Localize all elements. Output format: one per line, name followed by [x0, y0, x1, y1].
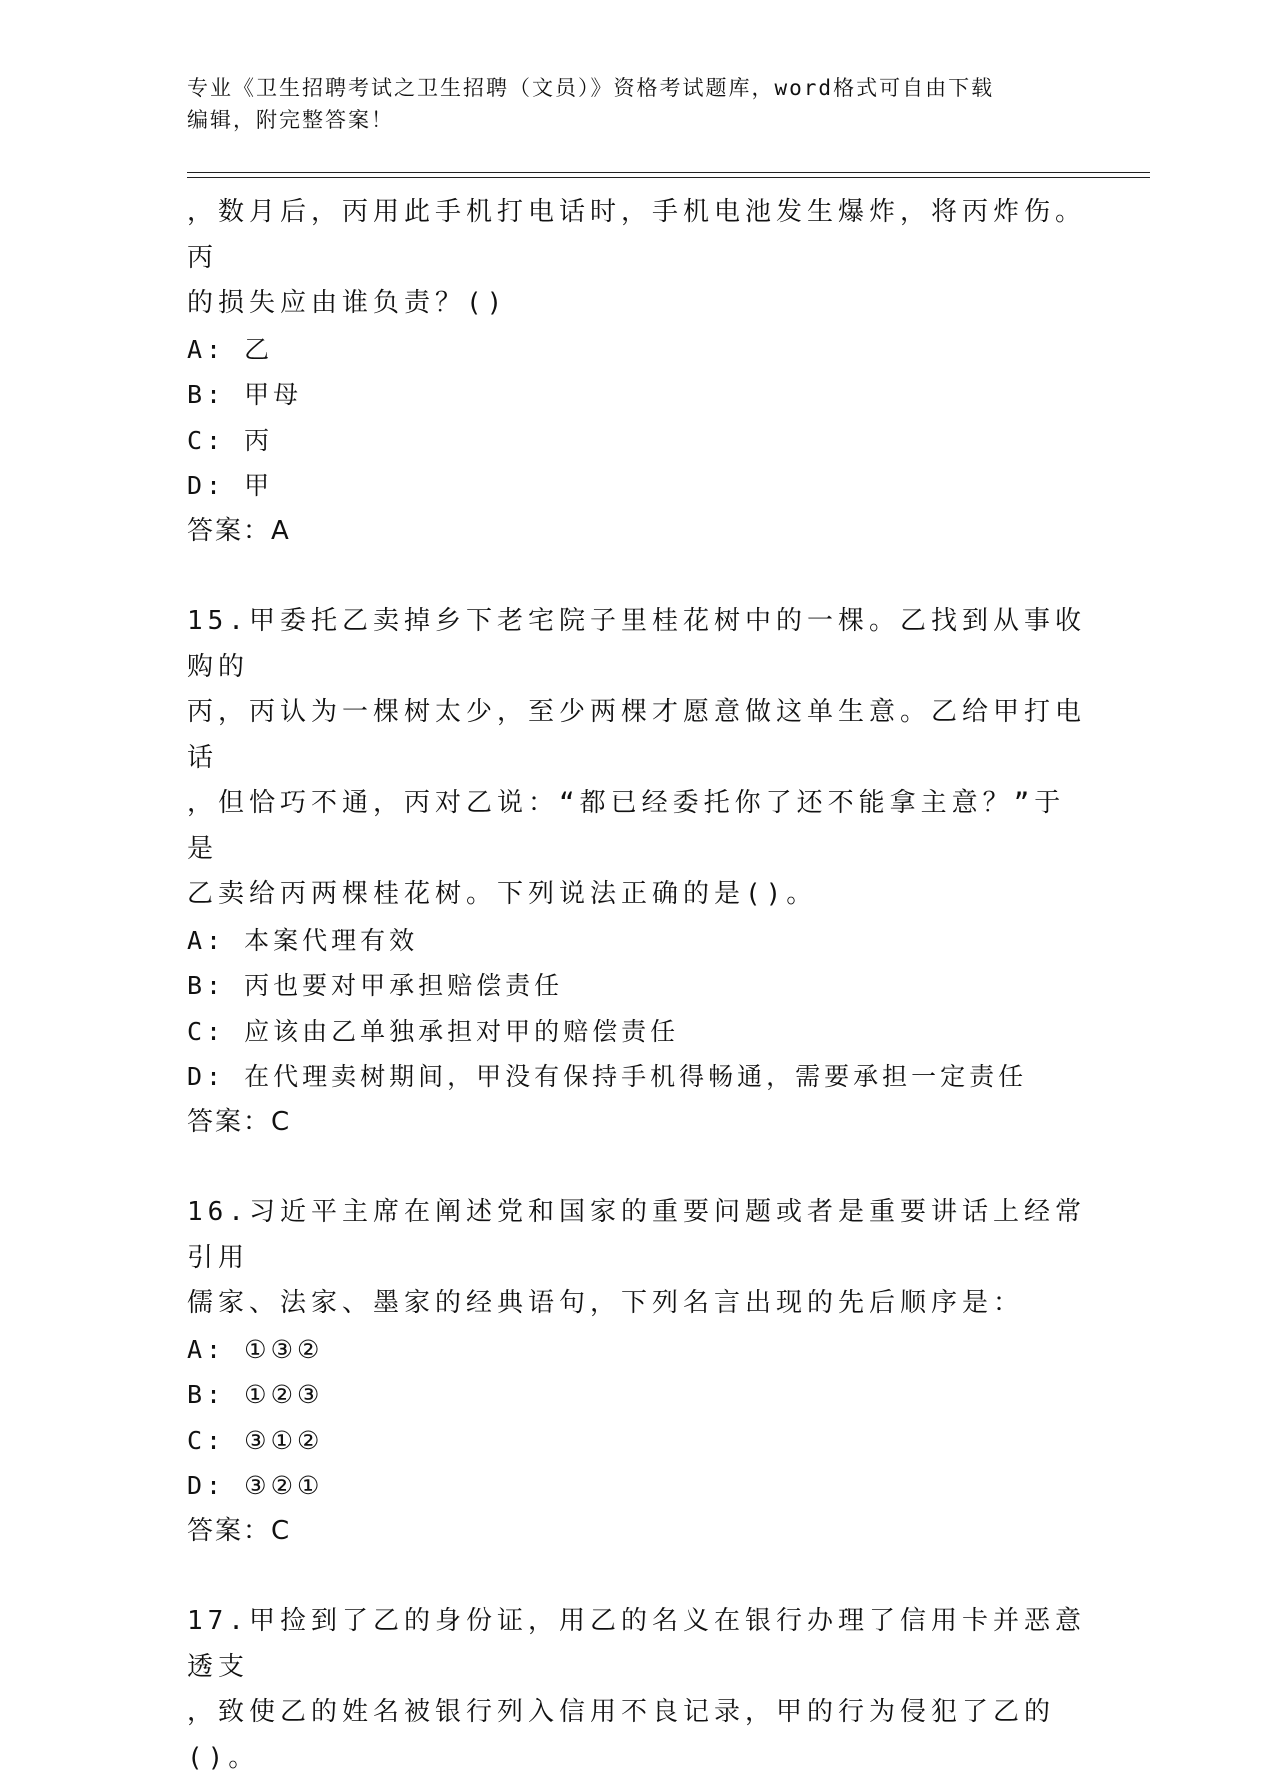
answer: 答案：C	[187, 1515, 292, 1546]
option-c: C: 丙	[187, 425, 274, 455]
question-15	[187, 599, 1087, 1145]
option-d: D: 在代理卖树期间，甲没有保持手机得畅通，需要承担一定责任	[187, 1062, 1028, 1091]
option-b: B: ①②③	[187, 1380, 324, 1409]
option-c: C: ③①②	[187, 1425, 324, 1455]
option-a: A: ①③②	[187, 1334, 324, 1364]
question-text-line: ，致使乙的姓名被银行列入信用不良记录，甲的行为侵犯了乙的()。	[187, 1697, 1056, 1773]
option-a: A: 本案代理有效	[187, 925, 419, 955]
question-text-line: ，数月后，丙用此手机打电话时，手机电池发生爆炸，将丙炸伤。丙	[187, 197, 1087, 273]
header-line-1: 专业《卫生招聘考试之卫生招聘（文员）》资格考试题库，word格式可自由下载	[187, 76, 995, 100]
question-text-line: 16.习近平主席在阐述党和国家的重要问题或者是重要讲话上经常引用	[187, 1197, 1086, 1273]
option-d: D: 甲	[187, 471, 274, 500]
question-text-line: 丙，丙认为一棵树太少，至少两棵才愿意做这单生意。乙给甲打电话	[187, 697, 1087, 773]
header-rule-top	[187, 172, 1150, 173]
question-text-line: 17.甲捡到了乙的身份证，用乙的名义在银行办理了信用卡并恶意透支	[187, 1606, 1086, 1682]
question-14	[187, 190, 1087, 554]
question-text-line: 15.甲委托乙卖掉乡下老宅院子里桂花树中的一棵。乙找到从事收购的	[187, 606, 1086, 682]
document-header	[187, 72, 1087, 136]
answer: 答案：C	[187, 1106, 292, 1137]
question-16	[187, 1190, 1087, 1554]
question-text-line: 儒家、法家、墨家的经典语句，下列名言出现的先后顺序是：	[187, 1288, 1025, 1318]
option-b: B: 甲母	[187, 380, 303, 409]
question-list	[187, 190, 1087, 1781]
option-c: C: 应该由乙单独承担对甲的赔偿责任	[187, 1016, 680, 1046]
question-text-line: ，但恰巧不通，丙对乙说：“都已经委托你了还不能拿主意？”于是	[187, 788, 1066, 864]
question-text-line: 乙卖给丙两棵桂花树。下列说法正确的是()。	[187, 879, 818, 909]
question-text-line: 的损失应由谁负责？()	[187, 288, 508, 318]
option-a: A: 乙	[187, 334, 274, 364]
question-17	[187, 1599, 1087, 1781]
option-b: B: 丙也要对甲承担赔偿责任	[187, 971, 564, 1000]
option-d: D: ③②①	[187, 1471, 324, 1500]
header-line-2: 编辑，附完整答案！	[187, 108, 394, 132]
answer: 答案：A	[187, 515, 291, 546]
header-rule-bottom	[187, 177, 1150, 178]
